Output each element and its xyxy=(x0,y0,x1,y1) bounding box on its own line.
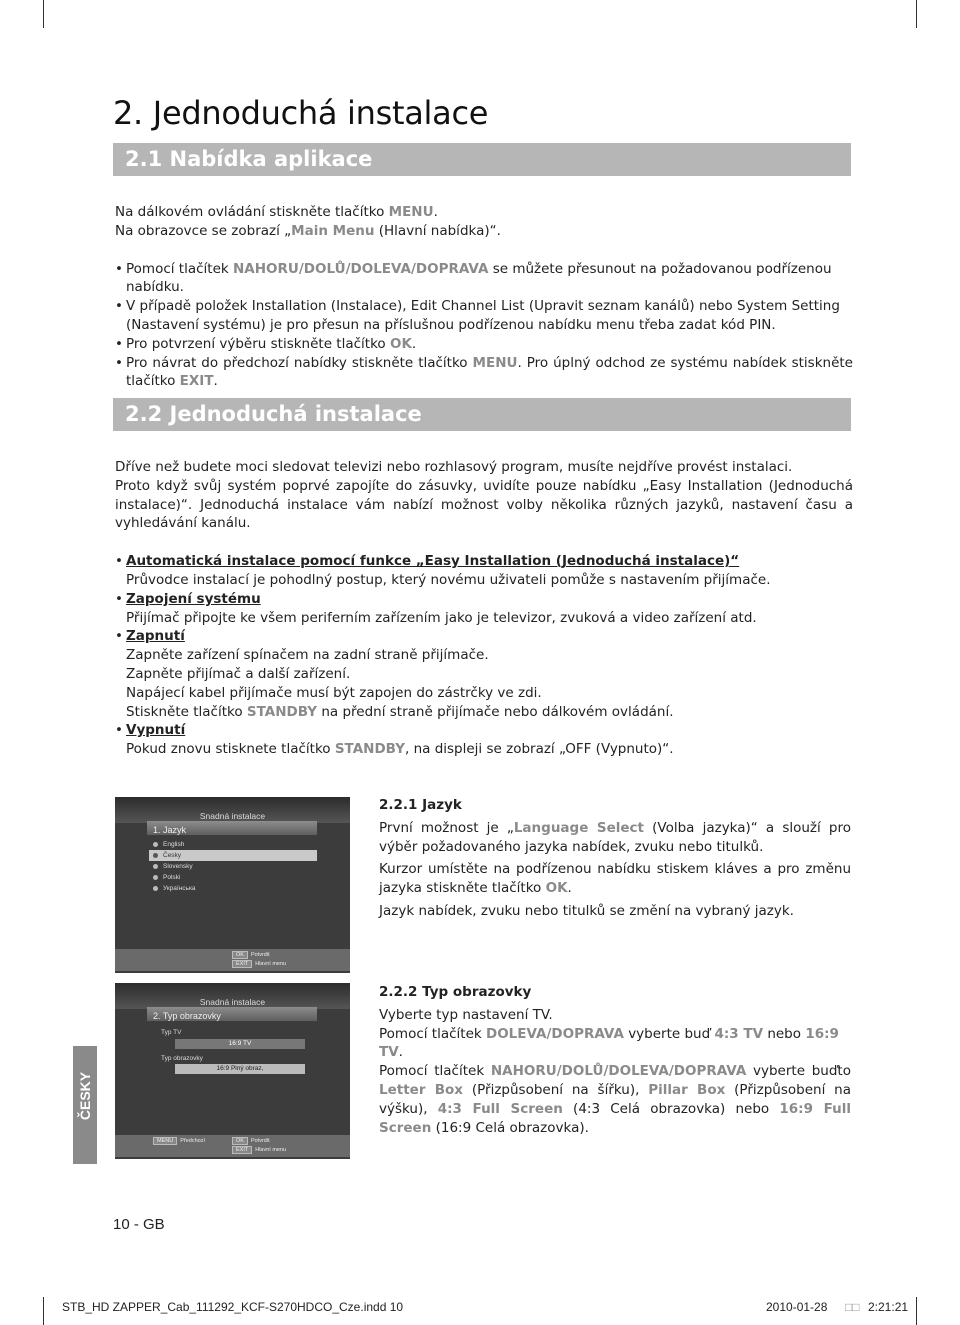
section-title: 2.2 Jednoduchá instalace xyxy=(125,402,422,426)
screen-type-value: 16:9 Plný obraz, xyxy=(175,1064,305,1074)
crop-mark xyxy=(916,0,917,28)
list-item: • Zapnutí Zapněte zařízení spínačem na zadní straně přijímače. Zapněte přijímač a další zařízení. Napájecí kabel přijímače musí být zapojen do zástrčky ve zdi. Stiskněte tlačítko STANDBY na přední straně přijímače nebo dálkovém ovládání. xyxy=(115,627,853,721)
section-title: 2.1 Nabídka aplikace xyxy=(125,147,373,171)
paragraph: Dříve než budete moci sledovat televizi nebo rozhlasový program, musíte nejdříve provést instalaci. xyxy=(115,459,793,475)
footer-time: 2:21:21 xyxy=(868,1300,909,1314)
footer-glyph: □□ xyxy=(845,1300,860,1314)
list-item: • Pomocí tlačítek NAHORU/DOLŮ/DOLEVA/DOPRAVA se můžete přesunout na požadovanou podřízenou nabídku. xyxy=(115,260,853,298)
subsection-title: 2.2.1 Jazyk xyxy=(379,797,462,813)
radio-icon xyxy=(153,886,158,891)
page-title: 2. Jednoduchá instalace xyxy=(113,94,489,132)
radio-icon xyxy=(153,853,158,858)
section-2-2-body xyxy=(115,458,853,759)
menu-key-hint: MENU Předchozí xyxy=(153,1137,205,1145)
screen-header: Snadná instalace xyxy=(199,997,266,1007)
screen-menu-title: 1. Jazyk xyxy=(153,825,187,835)
paragraph: Vyberte typ nastavení TV. xyxy=(379,1006,553,1023)
paragraph: První možnost je „Language Select (Volba jazyka)“ a slouží pro výběr požadovaného jazyka nabídek, zvuku nebo titulků. xyxy=(379,819,851,855)
screen-menu-title: 2. Typ obrazovky xyxy=(153,1011,221,1021)
section-2-2-2 xyxy=(379,983,851,1137)
section-2-2-1 xyxy=(379,796,851,921)
list-item: • Pro potvrzení výběru stiskněte tlačítko OK. xyxy=(115,335,853,354)
crop-mark xyxy=(43,0,44,28)
exit-key-hint: EXIT Hlavní menu xyxy=(232,960,286,968)
bullet-list xyxy=(115,260,853,392)
screenshot-screen-type xyxy=(115,983,350,1159)
section-band-2-2 xyxy=(113,398,851,431)
paragraph: Na obrazovce se zobrazí „Main Menu (Hlavní nabídka)“. xyxy=(115,222,501,239)
footer-date: 2010-01-28 xyxy=(766,1300,828,1314)
language-option: Українська xyxy=(153,885,196,892)
screenshot-language xyxy=(115,797,350,973)
exit-key-hint: EXIT Hlavní menu xyxy=(232,1146,286,1154)
ok-key-hint: OK Potvrdit xyxy=(232,951,270,959)
ok-key-hint: OK Potvrdit xyxy=(232,1137,270,1145)
page-number: 10 - GB xyxy=(113,1216,165,1233)
tv-type-value: 16:9 TV xyxy=(175,1039,305,1049)
footer-file: STB_HD ZAPPER_Cab_111292_KCF-S270HDCO_Cze.indd 10 xyxy=(62,1300,404,1314)
list-item: • Zapojení systému Přijímač připojte ke všem periferním zařízením jako je televizor, zvuková a video zařízení atd. xyxy=(115,590,853,628)
bullet-list xyxy=(115,552,853,759)
language-option: Polski xyxy=(153,874,180,881)
language-option: Česky xyxy=(153,852,181,859)
subsection-title: 2.2.2 Typ obrazovky xyxy=(379,984,532,1000)
paragraph: Jazyk nabídek, zvuku nebo titulků se změní na vybraný jazyk. xyxy=(379,902,794,919)
section-band-2-1 xyxy=(113,143,851,176)
radio-icon xyxy=(153,875,158,880)
paragraph: Pomocí tlačítek NAHORU/DOLŮ/DOLEVA/DOPRAVA vyberte buďto Letter Box (Přizpůsobení na šířku), Pillar Box (Přizpůsobení na výšku), 4:3 Full Screen (4:3 Celá obrazovka) nebo 16:9 Full Screen (16:9 Celá obrazovka). xyxy=(379,1063,851,1136)
crop-mark xyxy=(43,1297,44,1325)
radio-icon xyxy=(153,842,158,847)
language-option: English xyxy=(153,841,184,848)
radio-icon xyxy=(153,864,158,869)
crop-mark xyxy=(916,1297,917,1325)
paragraph: Pomocí tlačítek DOLEVA/DOPRAVA vyberte buď 4:3 TV nebo 16:9 TV. xyxy=(379,1025,839,1061)
side-tab-label: ČESKY xyxy=(77,1071,93,1121)
field-label: Typ TV xyxy=(161,1029,182,1036)
paragraph: Na dálkovém ovládání stiskněte tlačítko MENU. xyxy=(115,204,438,220)
screen-header: Snadná instalace xyxy=(199,811,266,821)
list-item: • V případě položek Installation (Instalace), Edit Channel List (Upravit seznam kanálů) nebo System Setting (Nastavení systému) je pro přesun na příslušnou podřízenou nabídku menu třeba zadat kód PIN. xyxy=(115,297,853,335)
list-item: • Pro návrat do předchozí nabídky stiskněte tlačítko MENU. Pro úplný odchod ze systému nabídek stiskněte tlačítko EXIT. xyxy=(115,354,853,392)
language-option: Slovensky xyxy=(153,863,193,870)
section-2-1-body xyxy=(115,203,853,391)
paragraph: Kurzor umístěte na podřízenou nabídku stiskem kláves a pro změnu jazyka stiskněte tlačítko OK. xyxy=(379,861,851,897)
paragraph: Proto když svůj systém poprvé zapojíte do zásuvky, uvidíte pouze nabídku „Easy Installation (Jednoduchá instalace)“. Jednoduchá instalace vám nabízí možnost volby několika různých jazyků, nastavení času a vyhledávání kanálu. xyxy=(115,477,853,532)
list-item: • Vypnutí Pokud znovu stisknete tlačítko STANDBY, na displeji se zobrazí „OFF (Vypnuto)“. xyxy=(115,721,853,759)
field-label: Typ obrazovky xyxy=(161,1055,203,1062)
list-item: • Automatická instalace pomocí funkce „Easy Installation (Jednoduchá instalace)“ Průvodce instalací je pohodlný postup, který novému uživateli pomůže s nastavením přijímače. xyxy=(115,552,853,590)
